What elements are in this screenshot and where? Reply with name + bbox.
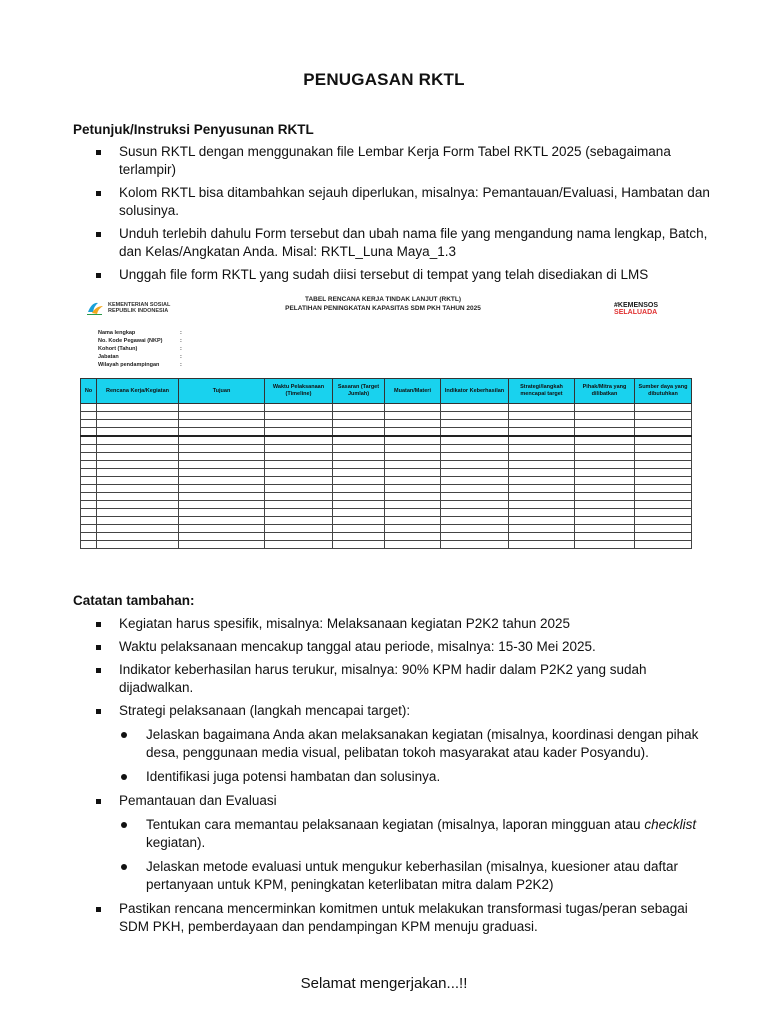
table-cell xyxy=(97,493,179,501)
note-sublist xyxy=(119,726,716,786)
table-cell xyxy=(635,533,692,541)
table-cell xyxy=(97,541,179,549)
table-cell xyxy=(81,541,97,549)
table-cell xyxy=(97,509,179,517)
table-cell xyxy=(575,525,635,533)
table-cell xyxy=(509,404,575,412)
table-cell xyxy=(509,509,575,517)
table-cell xyxy=(385,525,441,533)
table-cell xyxy=(265,493,333,501)
column-header: Tujuan xyxy=(179,379,265,404)
logo-line-2: REPUBLIK INDONESIA xyxy=(108,308,169,314)
table-cell xyxy=(441,501,509,509)
table-cell xyxy=(97,517,179,525)
rktl-form-image xyxy=(78,292,694,560)
table-cell xyxy=(509,517,575,525)
table-cell xyxy=(81,404,97,412)
table-cell xyxy=(575,428,635,437)
table-cell xyxy=(509,436,575,445)
table-cell xyxy=(575,517,635,525)
table-cell xyxy=(441,469,509,477)
table-cell xyxy=(441,445,509,453)
table-cell xyxy=(575,477,635,485)
table-row xyxy=(81,428,692,437)
table-cell xyxy=(179,509,265,517)
note-item: Indikator keberhasilan harus terukur, misalnya: 90% KPM hadir dalam P2K2 yang sudah dijadwalkan. xyxy=(96,661,716,697)
table-cell xyxy=(509,445,575,453)
table-cell xyxy=(441,428,509,437)
note-item-text: Pemantauan dan Evaluasi xyxy=(119,793,277,808)
table-cell xyxy=(575,461,635,469)
table-cell xyxy=(265,420,333,428)
rktl-table xyxy=(80,378,692,549)
table-cell xyxy=(385,501,441,509)
column-header: No xyxy=(81,379,97,404)
table-cell xyxy=(509,453,575,461)
table-body xyxy=(81,404,692,549)
table-cell xyxy=(81,509,97,517)
table-cell xyxy=(575,501,635,509)
table-cell xyxy=(509,485,575,493)
table-cell xyxy=(265,428,333,437)
table-cell xyxy=(97,445,179,453)
table-cell xyxy=(81,445,97,453)
table-cell xyxy=(385,412,441,420)
table-cell xyxy=(441,461,509,469)
table-cell xyxy=(179,461,265,469)
table-cell xyxy=(333,420,385,428)
field-label: Jabatan xyxy=(98,354,119,360)
table-cell xyxy=(333,428,385,437)
table-cell xyxy=(635,412,692,420)
table-row xyxy=(81,493,692,501)
table-cell xyxy=(81,485,97,493)
table-cell xyxy=(179,453,265,461)
field-colon: : xyxy=(180,362,182,368)
table-cell xyxy=(179,541,265,549)
table-cell xyxy=(441,533,509,541)
form-title xyxy=(228,295,538,313)
table-cell xyxy=(509,477,575,485)
kemensos-emblem-icon xyxy=(86,300,104,316)
kemensos-logo xyxy=(86,300,170,316)
column-header: Strategi/langkah mencapai target xyxy=(509,379,575,404)
note-item xyxy=(96,792,716,894)
note-subitem: Jelaskan metode evaluasi untuk mengukur keberhasilan (misalnya, kuesioner atau daftar pertanyaan untuk KPM, peningkatan keterlibatan mitra dalam P2K2) xyxy=(119,858,716,894)
table-cell xyxy=(81,428,97,437)
note-item: Kegiatan harus spesifik, misalnya: Melaksanaan kegiatan P2K2 tahun 2025 xyxy=(96,615,716,633)
table-cell xyxy=(385,533,441,541)
table-row xyxy=(81,404,692,412)
table-row xyxy=(81,461,692,469)
instructions-heading: Petunjuk/Instruksi Penyusunan RKTL xyxy=(73,122,314,137)
table-cell xyxy=(97,501,179,509)
table-row xyxy=(81,509,692,517)
hashtag-logo xyxy=(614,302,658,316)
table-cell xyxy=(97,525,179,533)
note-item xyxy=(96,702,716,786)
table-cell xyxy=(333,493,385,501)
table-cell xyxy=(179,477,265,485)
table-cell xyxy=(333,485,385,493)
table-cell xyxy=(385,493,441,501)
logo-line-1: KEMENTERIAN SOSIAL xyxy=(108,301,171,308)
table-cell xyxy=(179,436,265,445)
table-cell xyxy=(635,445,692,453)
table-cell xyxy=(333,461,385,469)
table-cell xyxy=(265,541,333,549)
note-subitem: Identifikasi juga potensi hambatan dan solusinya. xyxy=(119,768,716,786)
hashtag-line-1: #KEMENSOS xyxy=(614,302,658,309)
column-header: Rencana Kerja/Kegiatan xyxy=(97,379,179,404)
table-cell xyxy=(265,436,333,445)
table-cell xyxy=(635,461,692,469)
table-cell xyxy=(441,525,509,533)
table-cell xyxy=(179,533,265,541)
instruction-item: Unggah file form RKTL yang sudah diisi tersebut di tempat yang telah disediakan di LMS xyxy=(96,266,716,284)
table-cell xyxy=(265,485,333,493)
table-cell xyxy=(635,420,692,428)
table-cell xyxy=(509,420,575,428)
table-cell xyxy=(385,541,441,549)
table-cell xyxy=(97,461,179,469)
note-subitem-italic: checklist xyxy=(644,817,697,832)
table-cell xyxy=(635,493,692,501)
table-cell xyxy=(265,525,333,533)
table-cell xyxy=(509,428,575,437)
table-cell xyxy=(385,517,441,525)
table-cell xyxy=(385,461,441,469)
table-cell xyxy=(441,509,509,517)
table-cell xyxy=(441,541,509,549)
table-cell xyxy=(385,469,441,477)
table-cell xyxy=(441,485,509,493)
instructions-list xyxy=(96,143,716,289)
table-cell xyxy=(385,436,441,445)
table-cell xyxy=(265,533,333,541)
table-cell xyxy=(635,428,692,437)
table-cell xyxy=(575,485,635,493)
table-cell xyxy=(441,517,509,525)
table-cell xyxy=(265,412,333,420)
table-cell xyxy=(179,501,265,509)
table-cell xyxy=(179,525,265,533)
form-title-line-2: PELATIHAN PENINGKATAN KAPASITAS SDM PKH TAHUN 2025 xyxy=(285,305,481,312)
table-cell xyxy=(509,533,575,541)
table-cell xyxy=(97,533,179,541)
table-cell xyxy=(179,493,265,501)
table-cell xyxy=(441,404,509,412)
hashtag-line-2: SELALUADA xyxy=(614,309,658,316)
table-cell xyxy=(385,404,441,412)
table-cell xyxy=(333,517,385,525)
identity-fields xyxy=(98,329,182,369)
field-colon: : xyxy=(180,338,182,344)
note-item: Waktu pelaksanaan mencakup tanggal atau periode, misalnya: 15-30 Mei 2025. xyxy=(96,638,716,656)
table-cell xyxy=(97,420,179,428)
table-cell xyxy=(97,477,179,485)
table-cell xyxy=(81,533,97,541)
table-cell xyxy=(81,501,97,509)
table-cell xyxy=(385,477,441,485)
table-cell xyxy=(509,501,575,509)
table-cell xyxy=(333,445,385,453)
table-row xyxy=(81,485,692,493)
notes-heading: Catatan tambahan: xyxy=(73,593,195,608)
table-cell xyxy=(333,533,385,541)
column-header: Sasaran (Target Jumlah) xyxy=(333,379,385,404)
table-cell xyxy=(265,461,333,469)
table-cell xyxy=(635,477,692,485)
table-cell xyxy=(635,436,692,445)
table-cell xyxy=(441,436,509,445)
table-cell xyxy=(179,485,265,493)
instruction-item: Susun RKTL dengan menggunakan file Lembar Kerja Form Tabel RKTL 2025 (sebagaimana terlampir) xyxy=(96,143,716,179)
table-cell xyxy=(333,404,385,412)
table-cell xyxy=(265,501,333,509)
table-cell xyxy=(441,453,509,461)
table-cell xyxy=(635,469,692,477)
table-cell xyxy=(97,469,179,477)
table-cell xyxy=(265,469,333,477)
table-cell xyxy=(333,469,385,477)
table-cell xyxy=(385,509,441,517)
note-subitem: Jelaskan bagaimana Anda akan melaksanakan kegiatan (misalnya, koordinasi dengan pihak desa, penggunaan media visual, pelibatan tokoh masyarakat atau kader Posyandu). xyxy=(119,726,716,762)
table-cell xyxy=(635,509,692,517)
table-cell xyxy=(385,485,441,493)
table-cell xyxy=(81,412,97,420)
table-cell xyxy=(81,477,97,485)
column-header: Pihak/Mitra yang dilibatkan xyxy=(575,379,635,404)
table-row xyxy=(81,412,692,420)
field-colon: : xyxy=(180,346,182,352)
table-cell xyxy=(441,493,509,501)
table-cell xyxy=(509,541,575,549)
field-colon: : xyxy=(180,330,182,336)
table-row xyxy=(81,541,692,549)
table-cell xyxy=(97,453,179,461)
table-cell xyxy=(385,453,441,461)
table-cell xyxy=(635,501,692,509)
table-row xyxy=(81,501,692,509)
table-cell xyxy=(635,517,692,525)
table-cell xyxy=(265,404,333,412)
table-cell xyxy=(575,453,635,461)
table-cell xyxy=(81,517,97,525)
table-cell xyxy=(333,501,385,509)
table-cell xyxy=(635,453,692,461)
table-cell xyxy=(635,404,692,412)
note-subitem-text: kegiatan). xyxy=(146,835,206,850)
table-row xyxy=(81,420,692,428)
table-cell xyxy=(179,428,265,437)
table-cell xyxy=(179,517,265,525)
note-item: Pastikan rencana mencerminkan komitmen untuk melakukan transformasi tugas/peran sebagai SDM PKH, pemberdayaan dan pendampingan KPM menuju graduasi. xyxy=(96,900,716,936)
table-cell xyxy=(179,420,265,428)
table-cell xyxy=(385,420,441,428)
instruction-item: Kolom RKTL bisa ditambahkan sejauh diperlukan, misalnya: Pemantauan/Evaluasi, Hambatan dan solusinya. xyxy=(96,184,716,220)
table-cell xyxy=(509,461,575,469)
note-subitem xyxy=(119,816,716,852)
table-cell xyxy=(265,517,333,525)
table-cell xyxy=(509,525,575,533)
table-cell xyxy=(441,420,509,428)
table-header-row xyxy=(81,379,692,404)
field-label: Wilayah pendampingan xyxy=(98,362,160,368)
table-cell xyxy=(575,445,635,453)
table-cell xyxy=(81,493,97,501)
field-label: Kohort (Tahun) xyxy=(98,346,138,352)
table-cell xyxy=(333,412,385,420)
table-row xyxy=(81,525,692,533)
table-cell xyxy=(575,533,635,541)
note-subitem-text: Tentukan cara memantau pelaksanaan kegiatan (misalnya, laporan mingguan atau xyxy=(146,817,645,832)
closing-text: Selamat mengerjakan...!! xyxy=(300,975,468,992)
table-cell xyxy=(97,428,179,437)
table-cell xyxy=(333,541,385,549)
column-header: Muatan/Materi xyxy=(385,379,441,404)
table-cell xyxy=(81,453,97,461)
table-cell xyxy=(179,445,265,453)
table-cell xyxy=(385,428,441,437)
table-cell xyxy=(97,412,179,420)
table-cell xyxy=(97,485,179,493)
table-cell xyxy=(509,412,575,420)
table-cell xyxy=(265,509,333,517)
table-cell xyxy=(575,493,635,501)
table-cell xyxy=(575,420,635,428)
table-cell xyxy=(179,469,265,477)
table-cell xyxy=(97,404,179,412)
field-label: No. Kode Pegawai (NKP) xyxy=(98,338,163,344)
table-cell xyxy=(333,477,385,485)
table-cell xyxy=(81,436,97,445)
table-cell xyxy=(635,485,692,493)
table-cell xyxy=(179,412,265,420)
field-label: Nama lengkap xyxy=(98,330,136,336)
table-cell xyxy=(635,541,692,549)
table-cell xyxy=(333,453,385,461)
table-cell xyxy=(97,436,179,445)
table-cell xyxy=(635,525,692,533)
field-colon: : xyxy=(180,354,182,360)
note-item-text: Strategi pelaksanaan (langkah mencapai target): xyxy=(119,703,411,718)
table-cell xyxy=(575,404,635,412)
table-cell xyxy=(81,469,97,477)
table-cell xyxy=(333,525,385,533)
table-cell xyxy=(575,469,635,477)
table-cell xyxy=(333,436,385,445)
table-row xyxy=(81,517,692,525)
table-cell xyxy=(509,493,575,501)
note-sublist xyxy=(119,816,716,894)
column-header: Waktu Pelaksanaan (Timeline) xyxy=(265,379,333,404)
column-header: Sumber daya yang dibutuhkan xyxy=(635,379,692,404)
table-cell xyxy=(575,436,635,445)
page-title: PENUGASAN RKTL xyxy=(303,70,465,89)
table-cell xyxy=(441,477,509,485)
table-row xyxy=(81,445,692,453)
table-cell xyxy=(385,445,441,453)
table-cell xyxy=(575,509,635,517)
table-cell xyxy=(575,412,635,420)
table-cell xyxy=(441,412,509,420)
table-row xyxy=(81,469,692,477)
notes-list xyxy=(96,615,716,941)
instruction-item: Unduh terlebih dahulu Form tersebut dan ubah nama file yang mengandung nama lengkap, Batch, dan Kelas/Angkatan Anda. Misal: RKTL_Luna Maya_1.3 xyxy=(96,225,716,261)
table-cell xyxy=(333,509,385,517)
column-header: Indikator Keberhasilan xyxy=(441,379,509,404)
table-row xyxy=(81,436,692,445)
table-row xyxy=(81,453,692,461)
table-cell xyxy=(81,525,97,533)
table-row xyxy=(81,477,692,485)
table-cell xyxy=(575,541,635,549)
table-cell xyxy=(81,420,97,428)
table-cell xyxy=(179,404,265,412)
table-row xyxy=(81,533,692,541)
table-cell xyxy=(81,461,97,469)
table-cell xyxy=(509,469,575,477)
form-title-line-1: TABEL RENCANA KERJA TINDAK LANJUT (RKTL) xyxy=(305,296,461,303)
table-cell xyxy=(265,445,333,453)
table-cell xyxy=(265,453,333,461)
table-cell xyxy=(265,477,333,485)
